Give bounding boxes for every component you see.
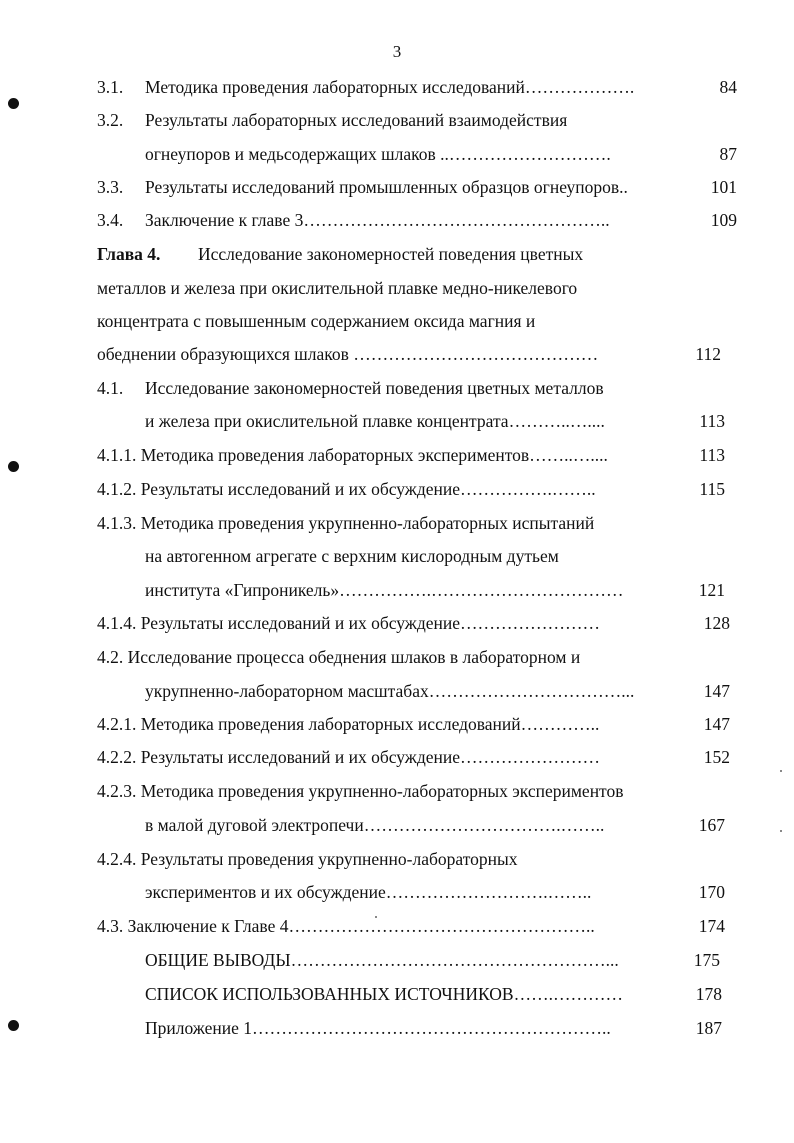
toc-entry-text: металлов и железа при окислительной плавке медно-никелевого <box>97 278 578 298</box>
toc-entry-text: концентрата с повышенным содержанием оксида магния и <box>97 311 536 331</box>
punch-hole-top <box>8 98 19 109</box>
scan-mark <box>780 830 782 832</box>
toc-page-number: 109 <box>710 210 737 230</box>
toc-entry-text: обеднении образующихся шлаков …………………………………… <box>97 344 599 364</box>
toc-entry-text: и железа при окислительной плавке концентрата………..….... <box>145 411 605 431</box>
toc-page-number: 87 <box>719 144 737 164</box>
toc-page-number: 113 <box>699 445 725 465</box>
toc-entry-text: 4.2.4. Результаты проведения укрупненно-лабораторных <box>97 849 518 869</box>
toc-entry-text: 4.3. Заключение к Главе 4…………………………………………….. <box>97 916 595 936</box>
toc-page-number: 121 <box>698 580 725 600</box>
toc-entry-text: 4.2.1. Методика проведения лабораторных исследований………….. <box>97 714 600 734</box>
toc-page-number: 84 <box>719 77 737 97</box>
scan-mark <box>780 770 782 772</box>
toc-page-number: 112 <box>695 344 721 364</box>
toc-entry-text: укрупненно-лабораторном масштабах……………………………... <box>145 681 635 701</box>
toc-entry-text: экспериментов и их обсуждение……………………….…….. <box>145 882 592 902</box>
toc-entry-text: ОБЩИЕ ВЫВОДЫ………………………………………………... <box>145 950 619 970</box>
toc-entry-text: Исследование закономерностей поведения цветных <box>198 244 584 264</box>
toc-entry-text: 4.2. Исследование процесса обеднения шлаков в лабораторном и <box>97 647 581 667</box>
toc-page-number: 174 <box>698 916 725 936</box>
punch-hole-bottom <box>8 1020 19 1031</box>
toc-entry-text: Заключение к главе 3…………………………………………….. <box>145 210 610 230</box>
page-number: 3 <box>392 42 402 61</box>
toc-page-number: 128 <box>703 613 730 633</box>
toc-entry-text: Методика проведения лабораторных исследований………………. <box>145 77 635 97</box>
toc-number: 3.4. <box>97 210 124 230</box>
punch-hole-middle <box>8 461 19 472</box>
toc-entry-text: на автогенном агрегате с верхним кислородным дутьем <box>145 546 559 566</box>
toc-page-number: 113 <box>699 411 725 431</box>
toc-entry-text: Результаты лабораторных исследований взаимодействия <box>145 110 568 130</box>
toc-page-number: 167 <box>698 815 725 835</box>
toc-entry-text: огнеупоров и медьсодержащих шлаков ..………………………. <box>145 144 611 164</box>
toc-entry-text: 4.1.4. Результаты исследований и их обсуждение…………………… <box>97 613 601 633</box>
toc-number: 3.2. <box>97 110 124 130</box>
toc-entry-text: Результаты исследований промышленных образцов огнеупоров.. <box>145 177 628 197</box>
toc-number: 4.1. <box>97 378 124 398</box>
chapter-label: Глава 4. <box>97 244 161 264</box>
toc-page-number: 152 <box>703 747 730 767</box>
toc-entry-text: 4.1.2. Результаты исследований и их обсуждение…………….…….. <box>97 479 596 499</box>
toc-entry-text: 4.1.1. Методика проведения лабораторных экспериментов……..….... <box>97 445 608 465</box>
toc-page-number: 187 <box>695 1018 722 1038</box>
toc-entry-text: 4.1.3. Методика проведения укрупненно-лабораторных испытаний <box>97 513 595 533</box>
toc-entry-text: Исследование закономерностей поведения цветных металлов <box>145 378 604 398</box>
toc-entry-text: в малой дуговой электропечи…………………………….…….. <box>145 815 605 835</box>
toc-entry-text: 4.2.2. Результаты исследований и их обсуждение…………………… <box>97 747 601 767</box>
toc-number: 3.3. <box>97 177 124 197</box>
toc-page-number: 147 <box>703 714 730 734</box>
toc-entry-text: СПИСОК ИСПОЛЬЗОВАННЫХ ИСТОЧНИКОВ…….………… <box>145 984 623 1004</box>
toc-page-number: 175 <box>693 950 720 970</box>
toc-page-number: 178 <box>695 984 722 1004</box>
toc-entry-text: 4.2.3. Методика проведения укрупненно-лабораторных экспериментов <box>97 781 624 801</box>
toc-page-number: 115 <box>699 479 725 499</box>
toc-page-number: 170 <box>698 882 725 902</box>
toc-page-number: 101 <box>710 177 737 197</box>
toc-entry-text: Приложение 1…………………………………………………….. <box>145 1018 611 1038</box>
toc-entry-text: института «Гипроникель»…………….…………………………… <box>145 580 624 600</box>
toc-number: 3.1. <box>97 77 124 97</box>
toc-page-number: 147 <box>703 681 730 701</box>
